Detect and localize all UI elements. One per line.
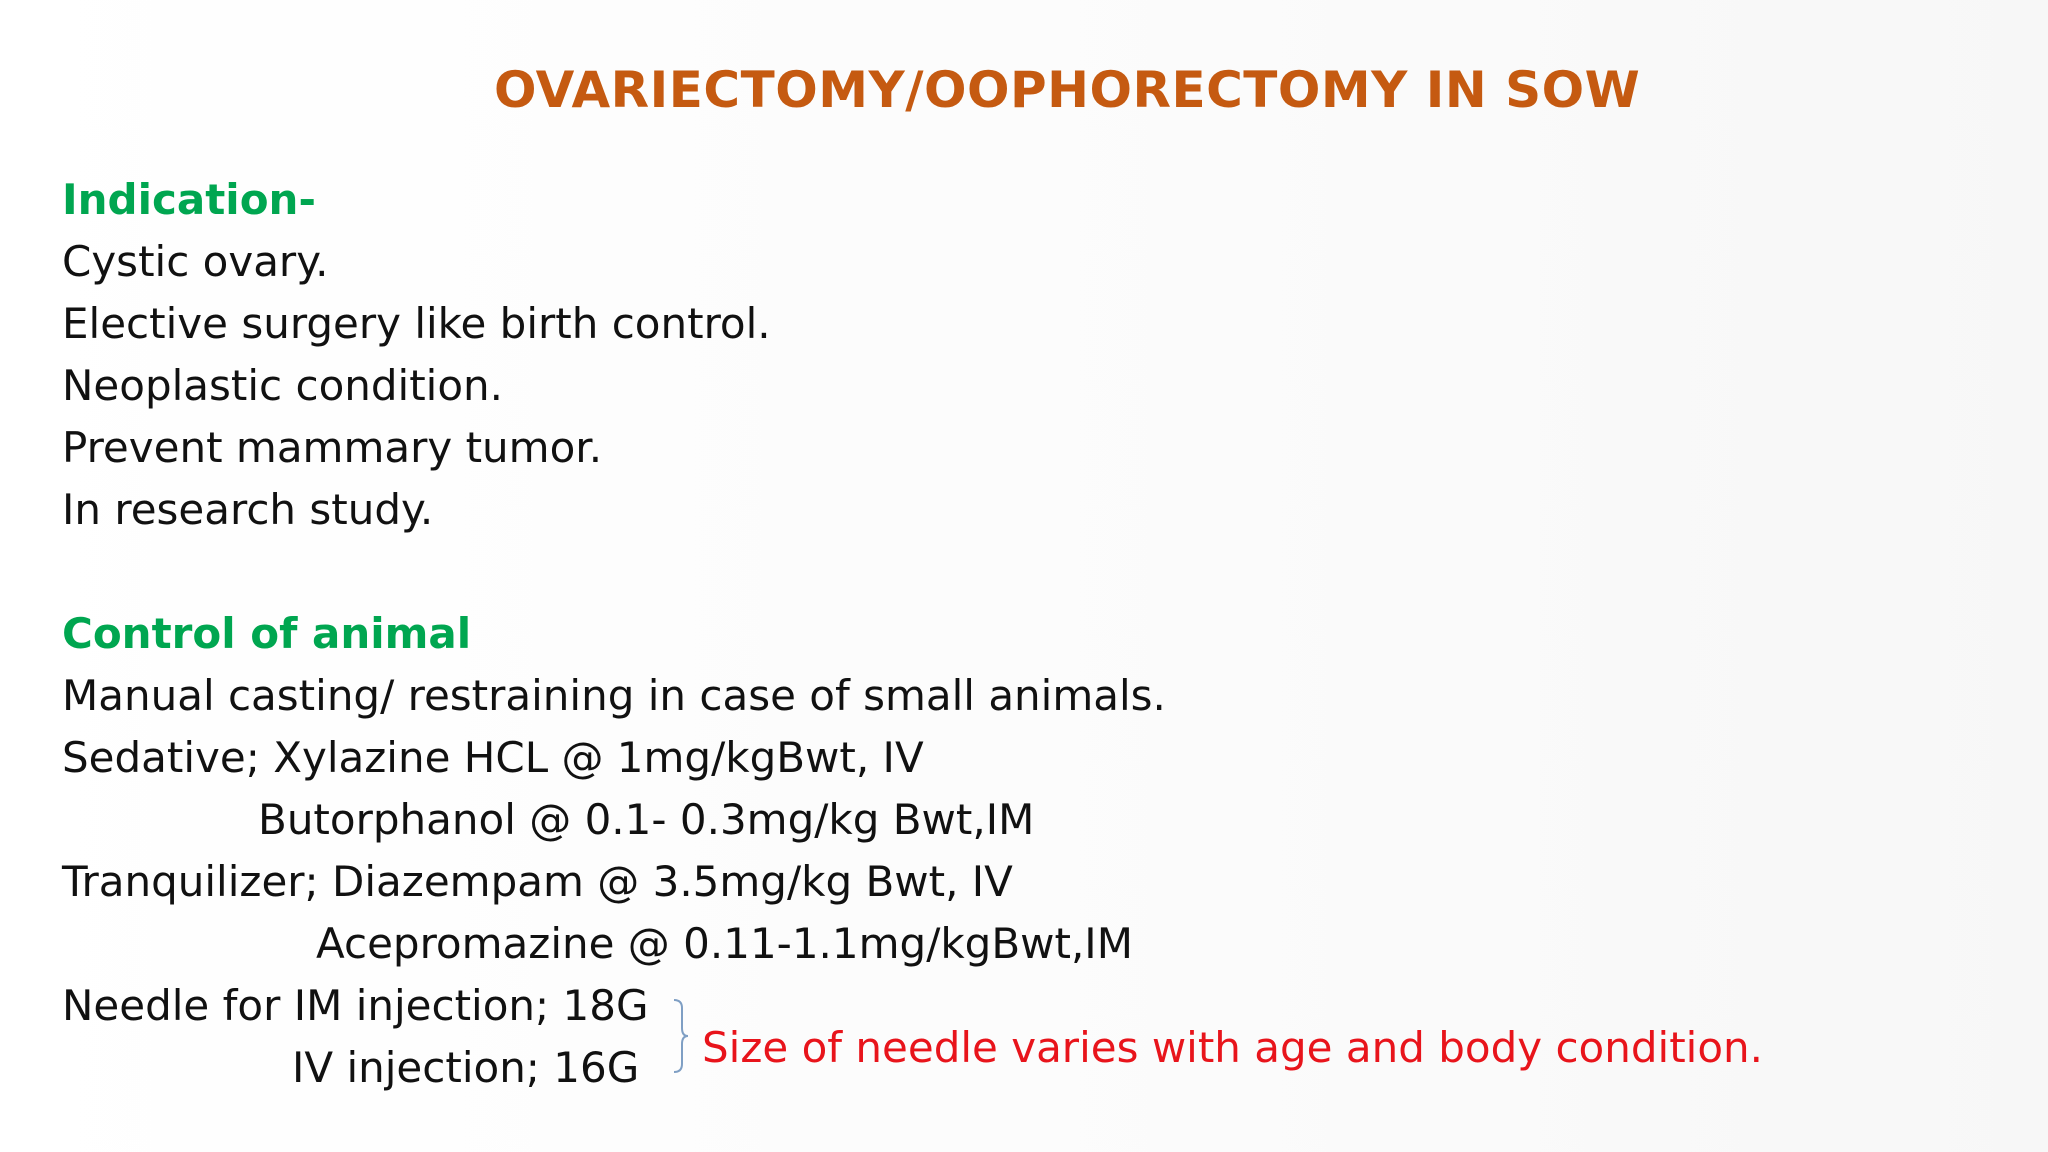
control-line: Acepromazine @ 0.11-1.1mg/kgBwt,IM (316, 919, 1133, 968)
control-line: Needle for IM injection; 18G (62, 981, 649, 1030)
indication-item: Prevent mammary tumor. (62, 423, 603, 472)
brace-icon (670, 998, 692, 1074)
control-line: Tranquilizer; Diazempam @ 3.5mg/kg Bwt, IV (62, 857, 1013, 906)
indication-item: Elective surgery like birth control. (62, 299, 771, 348)
indication-heading: Indication- (62, 175, 316, 224)
indication-item: Neoplastic condition. (62, 361, 504, 410)
slide-title: OVARIECTOMY/OOPHORECTOMY IN SOW (494, 61, 1641, 119)
control-line: Sedative; Xylazine HCL @ 1mg/kgBwt, IV (62, 733, 924, 782)
control-line: IV injection; 16G (292, 1043, 640, 1092)
indication-item: In research study. (62, 485, 434, 534)
indication-item: Cystic ovary. (62, 237, 329, 286)
control-line: Manual casting/ restraining in case of small animals. (62, 671, 1166, 720)
control-line: Butorphanol @ 0.1- 0.3mg/kg Bwt,IM (258, 795, 1035, 844)
control-heading: Control of animal (62, 609, 472, 658)
needle-size-note: Size of needle varies with age and body condition. (702, 1023, 1763, 1072)
